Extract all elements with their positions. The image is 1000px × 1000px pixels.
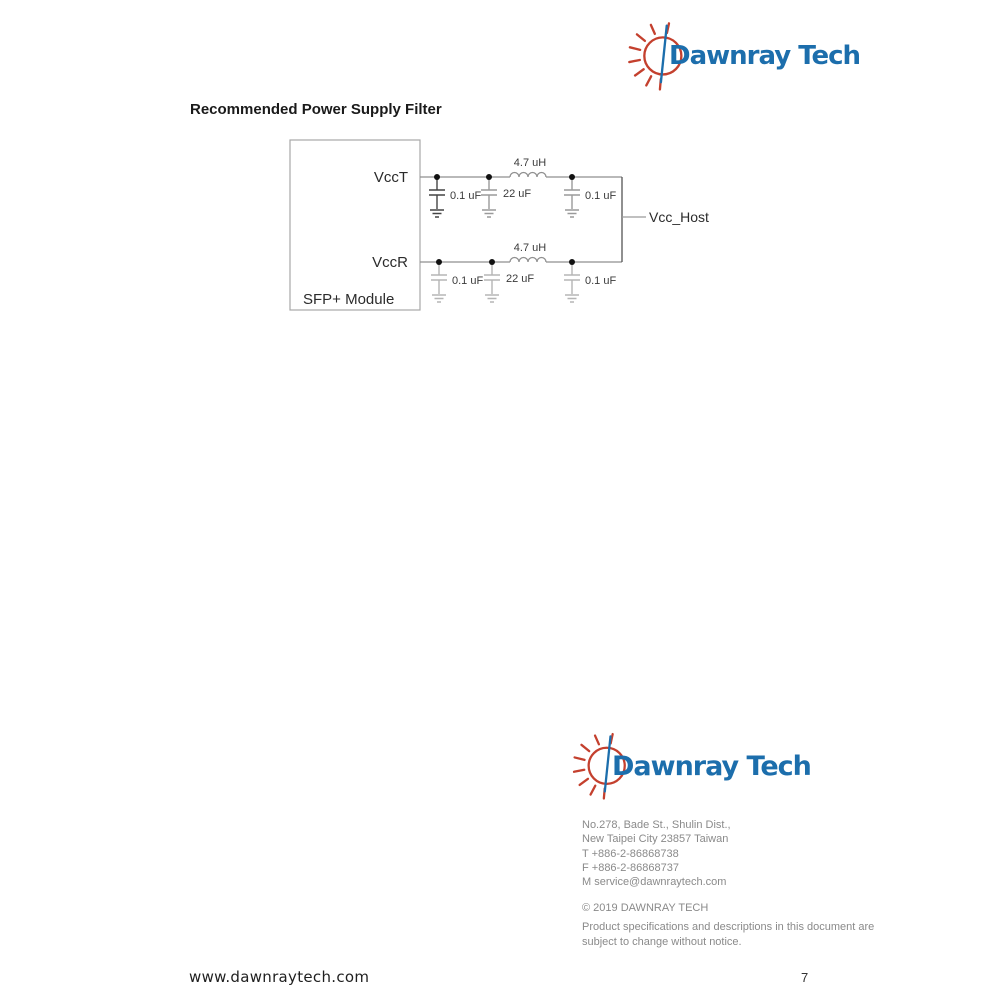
company-logo-top <box>618 12 860 92</box>
sfp-module-label: SFP+ Module <box>303 291 395 308</box>
host-label: Vcc_Host <box>649 209 709 225</box>
page-title: Recommended Power Supply Filter <box>190 101 442 118</box>
cap-top-3-icon <box>564 177 580 217</box>
notice-line: Product specifications and descriptions in this document are <box>582 921 875 933</box>
cap-top-1-icon <box>429 177 445 217</box>
address-line: No.278, Bade St., Shulin Dist., <box>582 819 731 831</box>
cap-bottom-1-icon <box>431 262 447 302</box>
rail-label-vcct: VccT <box>373 169 408 186</box>
footer-website: www.dawnraytech.com <box>189 968 370 986</box>
cap-bottom-3-value: 0.1 uF <box>585 275 617 287</box>
logo-wordmark: Dawnray Tech <box>669 41 861 71</box>
inductor-top-icon <box>510 173 546 178</box>
footer-page-number: 7 <box>801 970 809 985</box>
cap-bottom-1-value: 0.1 uF <box>452 275 484 287</box>
phone-line: T +886-2-86868738 <box>582 847 679 860</box>
copyright-line: © 2019 DAWNRAY TECH <box>582 902 709 914</box>
logo-wordmark: Dawnray Tech <box>612 750 811 782</box>
address-line: New Taipei City 23857 Taiwan <box>582 833 729 846</box>
email-line: M service@dawnraytech.com <box>582 876 727 889</box>
rail-label-vccr: VccR <box>372 254 408 271</box>
cap-top-3-value: 0.1 uF <box>585 190 617 202</box>
notice-line: subject to change without notice. <box>582 936 742 948</box>
cap-bottom-2-value: 22 uF <box>506 273 535 285</box>
contact-block <box>582 818 731 889</box>
sfp-module-box <box>290 140 420 310</box>
inductor-bottom-value: 4.7 uH <box>513 242 547 254</box>
cap-top-1-value: 0.1 uF <box>450 190 482 202</box>
fax-line: F +886-2-86868737 <box>582 861 679 874</box>
cap-top-2-value: 22 uF <box>503 188 532 200</box>
cap-bottom-2-icon <box>484 262 500 302</box>
inductor-bottom-icon <box>510 258 546 263</box>
company-logo-bottom <box>563 723 811 801</box>
power-supply-filter-diagram <box>285 138 710 323</box>
inductor-top-value: 4.7 uH <box>513 157 547 169</box>
cap-bottom-3-icon <box>564 262 580 302</box>
legal-block <box>582 901 874 950</box>
cap-top-2-icon <box>481 177 497 217</box>
